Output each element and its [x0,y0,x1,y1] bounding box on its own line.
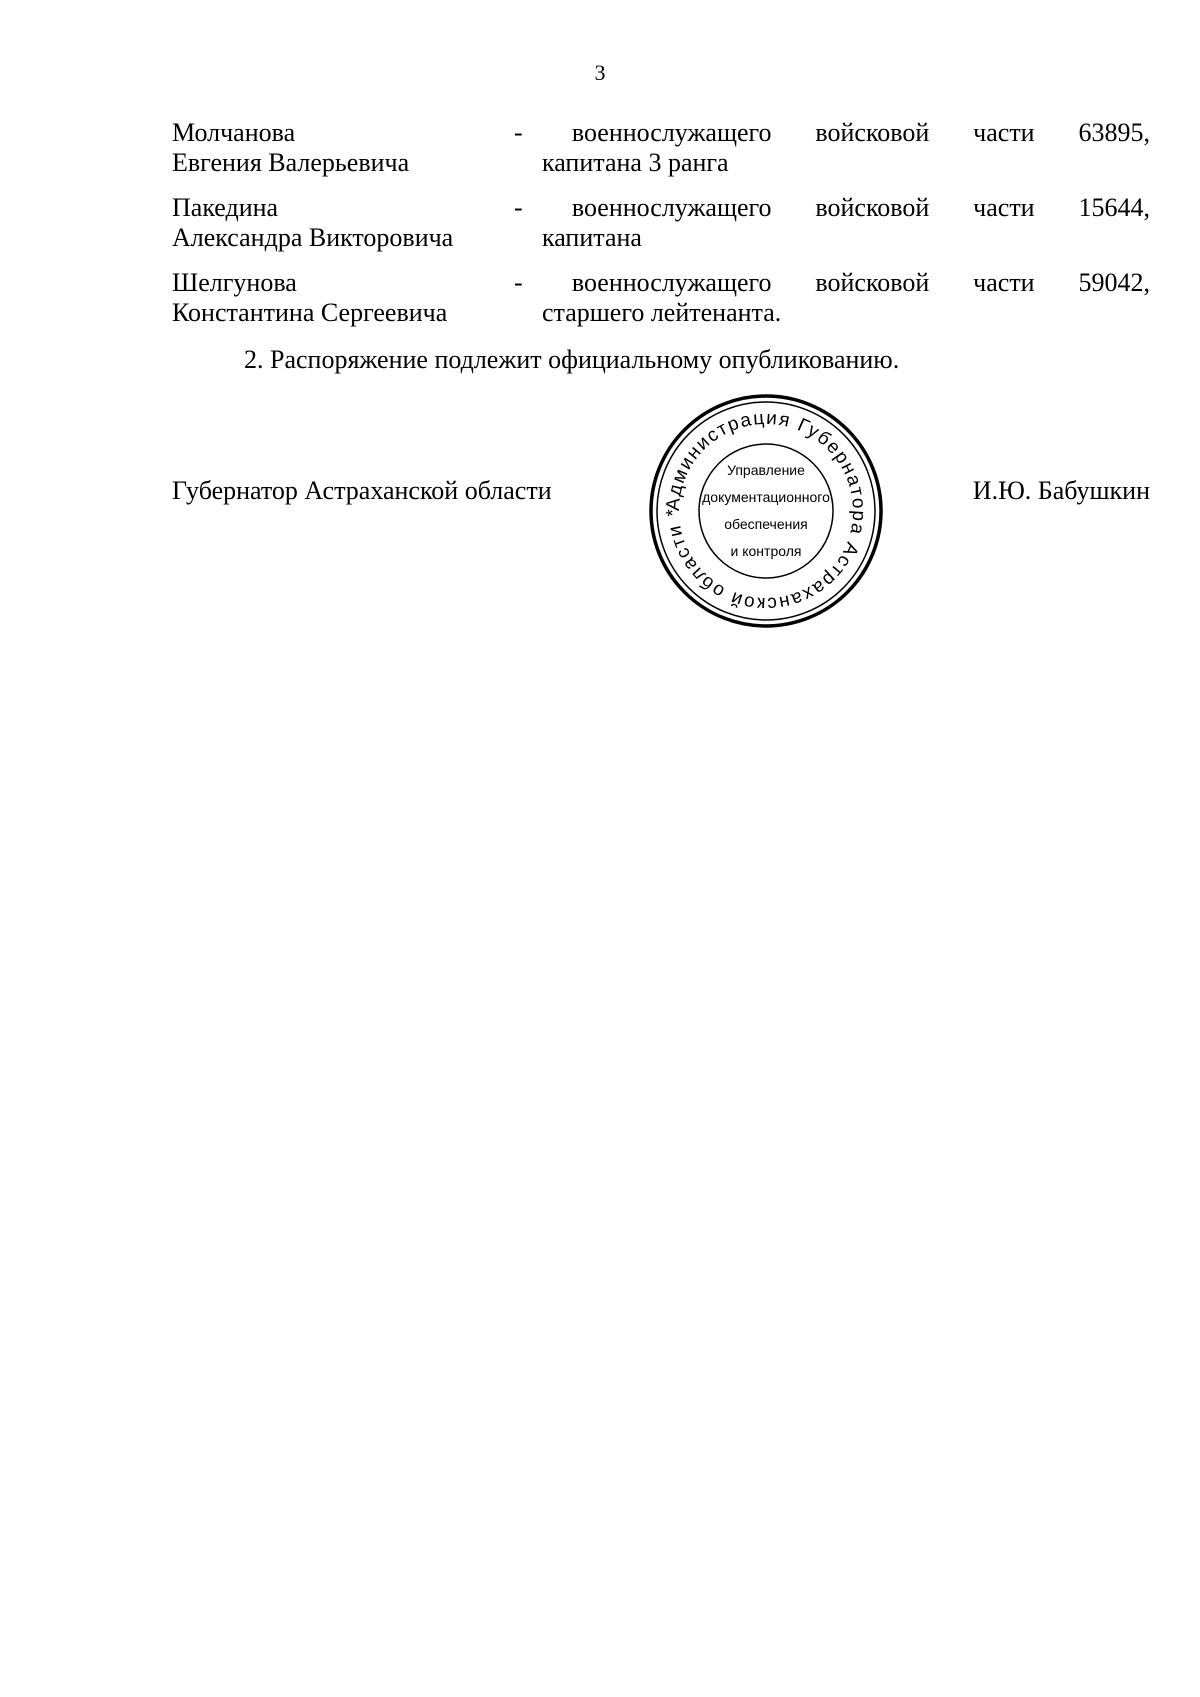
appointee-list [172,118,1150,343]
person-description [514,193,1150,253]
desc-word: военнослужащего [571,268,772,297]
list-item [172,193,1150,253]
military-rank: капитана [542,223,642,252]
military-rank: капитана 3 ранга [542,148,729,177]
person-name [172,268,542,328]
seal-inner-line: и контроля [730,543,802,559]
official-seal [648,393,884,629]
person-description [514,268,1150,328]
person-name [172,118,542,178]
seal-inner-line: обеспечения [724,516,808,532]
desc-word: войсковой [815,268,930,297]
person-surname: Молчанова [172,118,296,147]
desc-word: части [973,193,1035,222]
entry-dash: - [514,193,523,222]
person-description [514,118,1150,178]
seal-outer-text: Администрация Губернатора Астраханской области * [662,407,870,615]
military-unit-number: 59042, [1078,268,1150,297]
desc-word: войсковой [815,118,930,147]
signatory-position: Губернатор Астраханской области [172,476,552,505]
entry-dash: - [514,118,523,147]
person-given-names: Евгения Валерьевича [172,148,410,177]
list-item [172,268,1150,328]
signatory-name: И.Ю. Бабушкин [972,476,1150,505]
military-rank: старшего лейтенанта. [542,298,782,327]
desc-word: военнослужащего [571,118,772,147]
desc-word: войсковой [815,193,930,222]
person-name [172,193,542,253]
publication-clause: 2. Распоряжение подлежит официальному опубликованию. [244,345,900,374]
entry-dash: - [514,268,523,297]
military-unit-number: 15644, [1078,193,1150,222]
desc-word: части [973,268,1035,297]
person-given-names: Константина Сергеевича [172,298,448,327]
seal-inner-line: документационного [702,489,830,505]
military-unit-number: 63895, [1078,118,1150,147]
person-surname: Пакедина [172,193,279,222]
page-number: 3 [594,60,606,85]
desc-word: военнослужащего [571,193,772,222]
person-surname: Шелгунова [172,268,297,297]
person-given-names: Александра Викторовича [172,223,454,252]
desc-word: части [973,118,1035,147]
list-item [172,118,1150,178]
seal-inner-line: Управление [727,462,805,478]
seal-inner-text [702,451,830,571]
